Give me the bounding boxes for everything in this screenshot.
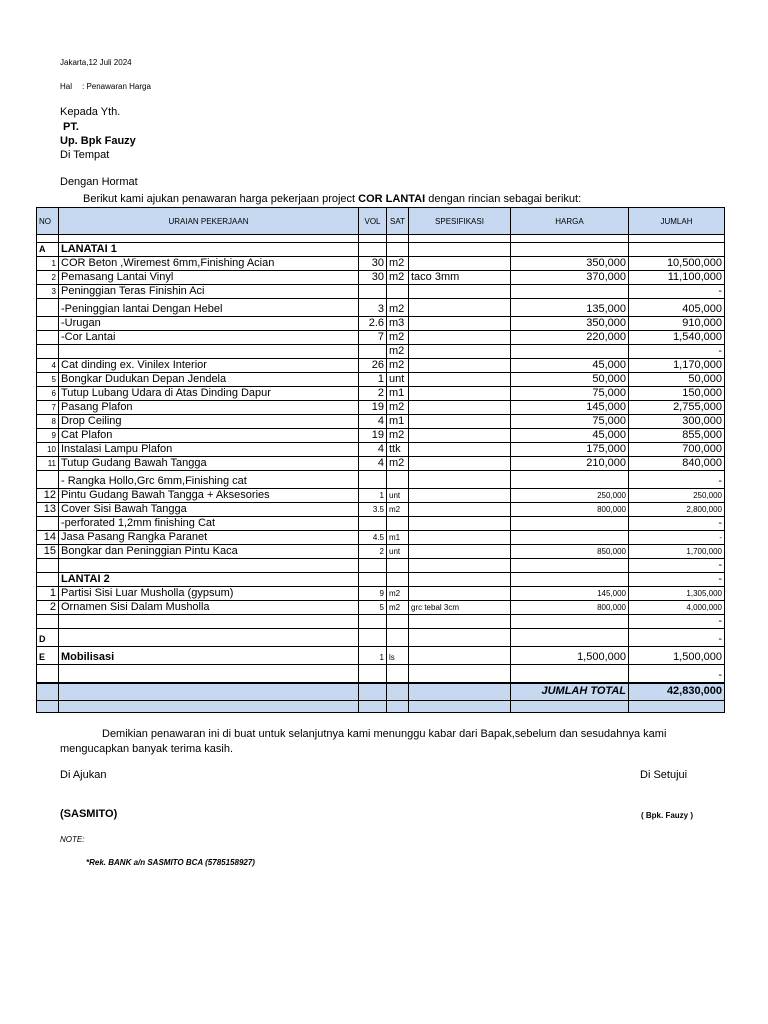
cell-jumlah: - (629, 285, 725, 299)
cell-jumlah: 1,540,000 (629, 331, 725, 345)
cell-no: 15 (37, 545, 59, 559)
cell-uraian: Mobilisasi (59, 647, 359, 665)
cell-vol: 2 (359, 387, 387, 401)
cell-uraian: Cat dinding ex. Vinilex Interior (59, 359, 359, 373)
cell-vol: 19 (359, 429, 387, 443)
cell-jumlah (629, 235, 725, 243)
cell-jumlah: - (629, 665, 725, 683)
cell-no: 6 (37, 387, 59, 401)
greeting: Dengan Hormat (60, 176, 138, 188)
cell-no: 2 (37, 271, 59, 285)
cell-uraian: LANTAI 2 (59, 573, 359, 587)
cell-uraian: Bongkar Dudukan Depan Jendela (59, 373, 359, 387)
table-row (37, 573, 725, 587)
cell-sat: unt (387, 545, 409, 559)
table-row (37, 243, 725, 257)
cell-uraian: -Peninggian lantai Dengan Hebel (59, 299, 359, 317)
recipient-location: Di Tempat (60, 149, 110, 161)
total-label: JUMLAH TOTAL (511, 683, 629, 701)
cell-no (37, 235, 59, 243)
cell-vol: 1 (359, 647, 387, 665)
cell-harga: 350,000 (511, 257, 629, 271)
cell-spesifikasi (409, 559, 511, 573)
cell-no: 4 (37, 359, 59, 373)
cell-uraian (59, 345, 359, 359)
cell-jumlah: 4,000,000 (629, 601, 725, 615)
cell-uraian: -Cor Lantai (59, 331, 359, 345)
cell-sat (387, 559, 409, 573)
table-row (37, 559, 725, 573)
cell-harga: 145,000 (511, 587, 629, 601)
cell-no: 8 (37, 415, 59, 429)
cell-spesifikasi (409, 531, 511, 545)
cell-sat: m1 (387, 415, 409, 429)
cell-vol: 30 (359, 257, 387, 271)
signature-right-name: ( Bpk. Fauzy ) (641, 811, 694, 820)
table-row (37, 665, 725, 683)
cell-spesifikasi (409, 257, 511, 271)
quotation-table (36, 207, 725, 713)
cell-no: D (37, 629, 59, 647)
signature-right-label: Di Setujui (640, 769, 688, 781)
closing-line-1: Demikian penawaran ini di buat untuk selanjutnya kami menunggu kabar dari Bapak,sebelum dan sesudahnya kami (102, 728, 667, 740)
table-row (37, 517, 725, 531)
cell-uraian (59, 559, 359, 573)
cell-vol: 26 (359, 359, 387, 373)
cell-spesifikasi (409, 471, 511, 489)
table-row (37, 545, 725, 559)
table-row (37, 235, 725, 243)
cell-no (37, 615, 59, 629)
cell-spesifikasi (409, 359, 511, 373)
cell-uraian: Cover Sisi Bawah Tangga (59, 503, 359, 517)
cell-sat (387, 665, 409, 683)
table-row (37, 503, 725, 517)
cell-harga: 850,000 (511, 545, 629, 559)
cell-no: A (37, 243, 59, 257)
cell-jumlah: 10,500,000 (629, 257, 725, 271)
cell-vol (359, 471, 387, 489)
cell-uraian: Ornamen Sisi Dalam Musholla (59, 601, 359, 615)
table-row (37, 471, 725, 489)
cell-uraian: Cat Plafon (59, 429, 359, 443)
cell-uraian: -perforated 1,2mm finishing Cat (59, 517, 359, 531)
cell-harga: 75,000 (511, 415, 629, 429)
cell-harga: 50,000 (511, 373, 629, 387)
cell-no (37, 665, 59, 683)
cell-harga: 370,000 (511, 271, 629, 285)
cell-no (37, 331, 59, 345)
cell-sat (387, 243, 409, 257)
cell-sat (387, 629, 409, 647)
cell-jumlah: 1,700,000 (629, 545, 725, 559)
cell-jumlah: - (629, 531, 725, 545)
table-row (37, 489, 725, 503)
header-jumlah: JUMLAH (629, 208, 725, 235)
cell-spesifikasi (409, 573, 511, 587)
subject-label: Hal (60, 82, 73, 91)
cell-no (37, 559, 59, 573)
cell-vol (359, 517, 387, 531)
cell-harga: 250,000 (511, 489, 629, 503)
cell-vol (359, 235, 387, 243)
cell-sat (387, 471, 409, 489)
cell-sat: m1 (387, 531, 409, 545)
cell-harga: 350,000 (511, 317, 629, 331)
cell-sat: unt (387, 489, 409, 503)
table-footer-row (37, 701, 725, 713)
cell-uraian: Peninggian Teras Finishin Aci (59, 285, 359, 299)
total-value: 42,830,000 (629, 683, 725, 701)
cell-jumlah: 1,305,000 (629, 587, 725, 601)
cell-jumlah (629, 243, 725, 257)
cell-no: 12 (37, 489, 59, 503)
cell-sat: m2 (387, 299, 409, 317)
cell-jumlah: 910,000 (629, 317, 725, 331)
table-row (37, 387, 725, 401)
cell-harga: 800,000 (511, 503, 629, 517)
cell-vol: 1 (359, 373, 387, 387)
cell-uraian: LANATAI 1 (59, 243, 359, 257)
cell-spesifikasi (409, 647, 511, 665)
table-row (37, 647, 725, 665)
cell-uraian (59, 615, 359, 629)
intro-project: COR LANTAI (358, 193, 426, 205)
cell-harga: 145,000 (511, 401, 629, 415)
cell-vol (359, 615, 387, 629)
cell-jumlah: 50,000 (629, 373, 725, 387)
cell-jumlah: 405,000 (629, 299, 725, 317)
cell-sat: ttk (387, 443, 409, 457)
cell-jumlah: - (629, 471, 725, 489)
cell-harga (511, 243, 629, 257)
cell-harga: 75,000 (511, 387, 629, 401)
cell-harga (511, 471, 629, 489)
cell-no: 3 (37, 285, 59, 299)
cell-vol: 30 (359, 271, 387, 285)
cell-vol: 4 (359, 443, 387, 457)
cell-sat: m2 (387, 401, 409, 415)
cell-sat: unt (387, 373, 409, 387)
cell-uraian (59, 629, 359, 647)
cell-vol (359, 665, 387, 683)
cell-harga (511, 573, 629, 587)
cell-vol: 4 (359, 457, 387, 471)
cell-no: 13 (37, 503, 59, 517)
cell-sat: m2 (387, 429, 409, 443)
cell-spesifikasi (409, 285, 511, 299)
cell-vol (359, 243, 387, 257)
cell-no: 11 (37, 457, 59, 471)
cell-sat: m2 (387, 257, 409, 271)
cell-vol (359, 285, 387, 299)
cell-uraian: Bongkar dan Peninggian Pintu Kaca (59, 545, 359, 559)
header-vol: VOL (359, 208, 387, 235)
cell-harga (511, 517, 629, 531)
table-row (37, 359, 725, 373)
note-label: NOTE: (60, 835, 85, 844)
cell-sat: m2 (387, 587, 409, 601)
table-header-row (37, 208, 725, 235)
cell-spesifikasi (409, 615, 511, 629)
header-no: NO (37, 208, 59, 235)
cell-vol: 2 (359, 545, 387, 559)
cell-no (37, 471, 59, 489)
recipient-to: Kepada Yth. (60, 106, 121, 118)
cell-harga: 1,500,000 (511, 647, 629, 665)
cell-no (37, 345, 59, 359)
cell-jumlah: - (629, 615, 725, 629)
cell-no (37, 517, 59, 531)
signature-left-label: Di Ajukan (60, 769, 107, 781)
cell-spesifikasi (409, 299, 511, 317)
cell-jumlah: - (629, 629, 725, 647)
cell-vol (359, 573, 387, 587)
cell-no: 10 (37, 443, 59, 457)
recipient-attention: Up. Bpk Fauzy (60, 135, 136, 147)
cell-vol: 4 (359, 415, 387, 429)
cell-uraian: Pemasang Lantai Vinyl (59, 271, 359, 285)
cell-sat: m2 (387, 331, 409, 345)
cell-sat: m2 (387, 359, 409, 373)
cell-uraian: COR Beton ,Wiremest 6mm,Finishing Acian (59, 257, 359, 271)
cell-jumlah: - (629, 517, 725, 531)
cell-spesifikasi (409, 443, 511, 457)
cell-uraian: Tutup Gudang Bawah Tangga (59, 457, 359, 471)
cell-uraian: - Rangka Hollo,Grc 6mm,Finishing cat (59, 471, 359, 489)
cell-uraian: Instalasi Lampu Plafon (59, 443, 359, 457)
cell-uraian: Pasang Plafon (59, 401, 359, 415)
header-harga: HARGA (511, 208, 629, 235)
intro-paragraph (83, 193, 581, 205)
cell-harga: 175,000 (511, 443, 629, 457)
cell-harga (511, 531, 629, 545)
cell-harga (511, 615, 629, 629)
cell-spesifikasi (409, 587, 511, 601)
cell-vol (359, 345, 387, 359)
table-row (37, 629, 725, 647)
cell-spesifikasi (409, 373, 511, 387)
cell-sat: m2 (387, 345, 409, 359)
cell-jumlah: 2,755,000 (629, 401, 725, 415)
cell-no: 7 (37, 401, 59, 415)
cell-vol: 5 (359, 601, 387, 615)
cell-spesifikasi (409, 489, 511, 503)
cell-sat (387, 517, 409, 531)
intro-post: dengan rincian sebagai berikut: (428, 193, 582, 205)
table-row (37, 331, 725, 345)
cell-jumlah: 855,000 (629, 429, 725, 443)
cell-spesifikasi (409, 243, 511, 257)
cell-no: 5 (37, 373, 59, 387)
table-row (37, 401, 725, 415)
cell-no: 1 (37, 587, 59, 601)
cell-spesifikasi (409, 331, 511, 345)
cell-jumlah: - (629, 559, 725, 573)
cell-spesifikasi (409, 629, 511, 647)
table-row (37, 373, 725, 387)
cell-spesifikasi (409, 665, 511, 683)
cell-jumlah: 2,800,000 (629, 503, 725, 517)
cell-sat (387, 235, 409, 243)
cell-sat: m1 (387, 387, 409, 401)
cell-sat: m2 (387, 457, 409, 471)
cell-uraian: Tutup Lubang Udara di Atas Dinding Dapur (59, 387, 359, 401)
cell-harga: 220,000 (511, 331, 629, 345)
cell-no: 1 (37, 257, 59, 271)
header-sat: SAT (387, 208, 409, 235)
cell-harga (511, 285, 629, 299)
cell-vol (359, 629, 387, 647)
cell-harga: 135,000 (511, 299, 629, 317)
cell-no: 9 (37, 429, 59, 443)
table-row (37, 429, 725, 443)
table-row (37, 443, 725, 457)
cell-harga: 45,000 (511, 429, 629, 443)
table-row (37, 317, 725, 331)
cell-spesifikasi (409, 401, 511, 415)
cell-uraian: -Urugan (59, 317, 359, 331)
table-row (37, 457, 725, 471)
cell-jumlah: 840,000 (629, 457, 725, 471)
cell-spesifikasi (409, 503, 511, 517)
cell-harga (511, 629, 629, 647)
cell-harga: 210,000 (511, 457, 629, 471)
cell-harga: 45,000 (511, 359, 629, 373)
recipient-company: PT. (63, 121, 79, 133)
cell-jumlah: 1,170,000 (629, 359, 725, 373)
cell-no (37, 299, 59, 317)
cell-sat (387, 615, 409, 629)
cell-sat (387, 285, 409, 299)
cell-spesifikasi (409, 457, 511, 471)
cell-vol: 19 (359, 401, 387, 415)
cell-uraian: Partisi Sisi Luar Musholla (gypsum) (59, 587, 359, 601)
cell-sat: ls (387, 647, 409, 665)
cell-spesifikasi (409, 345, 511, 359)
cell-spesifikasi (409, 517, 511, 531)
cell-vol: 3.5 (359, 503, 387, 517)
cell-no: 2 (37, 601, 59, 615)
cell-uraian (59, 235, 359, 243)
cell-spesifikasi: grc tebal 3cm (409, 601, 511, 615)
table-row (37, 531, 725, 545)
cell-harga (511, 235, 629, 243)
cell-vol: 9 (359, 587, 387, 601)
closing-line-2: mengucapkan banyak terima kasih. (60, 743, 234, 755)
subject-value: : Penawaran Harga (82, 82, 151, 91)
header-uraian: URAIAN PEKERJAAN (59, 208, 359, 235)
cell-vol (359, 559, 387, 573)
cell-sat (387, 573, 409, 587)
cell-no (37, 317, 59, 331)
cell-vol: 3 (359, 299, 387, 317)
cell-uraian: Drop Ceiling (59, 415, 359, 429)
cell-jumlah: 1,500,000 (629, 647, 725, 665)
cell-vol: 2.6 (359, 317, 387, 331)
table-row (37, 587, 725, 601)
letter-date: Jakarta,12 Juli 2024 (60, 58, 132, 67)
cell-jumlah: 11,100,000 (629, 271, 725, 285)
cell-sat: m2 (387, 271, 409, 285)
cell-spesifikasi (409, 429, 511, 443)
cell-vol: 4.5 (359, 531, 387, 545)
bank-note: *Rek. BANK a/n SASMITO BCA (5785158927) (86, 858, 255, 867)
cell-no: E (37, 647, 59, 665)
cell-harga: 800,000 (511, 601, 629, 615)
cell-sat: m2 (387, 601, 409, 615)
cell-harga (511, 345, 629, 359)
cell-spesifikasi (409, 235, 511, 243)
table-row (37, 257, 725, 271)
intro-pre: Berikut kami ajukan penawaran harga pekerjaan project (83, 193, 356, 205)
cell-uraian (59, 665, 359, 683)
table-row (37, 415, 725, 429)
table-row (37, 299, 725, 317)
cell-jumlah: 700,000 (629, 443, 725, 457)
total-row (37, 683, 725, 701)
cell-spesifikasi (409, 317, 511, 331)
cell-spesifikasi (409, 415, 511, 429)
table-row (37, 285, 725, 299)
cell-vol: 1 (359, 489, 387, 503)
cell-jumlah: - (629, 345, 725, 359)
header-spesifikasi: SPESIFIKASI (409, 208, 511, 235)
cell-spesifikasi (409, 387, 511, 401)
cell-sat: m3 (387, 317, 409, 331)
cell-no (37, 573, 59, 587)
table-row (37, 615, 725, 629)
cell-harga (511, 559, 629, 573)
cell-jumlah: 150,000 (629, 387, 725, 401)
cell-jumlah: 300,000 (629, 415, 725, 429)
cell-uraian: Pintu Gudang Bawah Tangga + Aksesories (59, 489, 359, 503)
table-row (37, 271, 725, 285)
table-row (37, 345, 725, 359)
cell-harga (511, 665, 629, 683)
cell-vol: 7 (359, 331, 387, 345)
cell-sat: m2 (387, 503, 409, 517)
cell-jumlah: 250,000 (629, 489, 725, 503)
cell-uraian: Jasa Pasang Rangka Paranet (59, 531, 359, 545)
table-row (37, 601, 725, 615)
cell-spesifikasi (409, 545, 511, 559)
cell-spesifikasi: taco 3mm (409, 271, 511, 285)
signature-left-name: (SASMITO) (60, 808, 118, 820)
cell-jumlah: - (629, 573, 725, 587)
cell-no: 14 (37, 531, 59, 545)
